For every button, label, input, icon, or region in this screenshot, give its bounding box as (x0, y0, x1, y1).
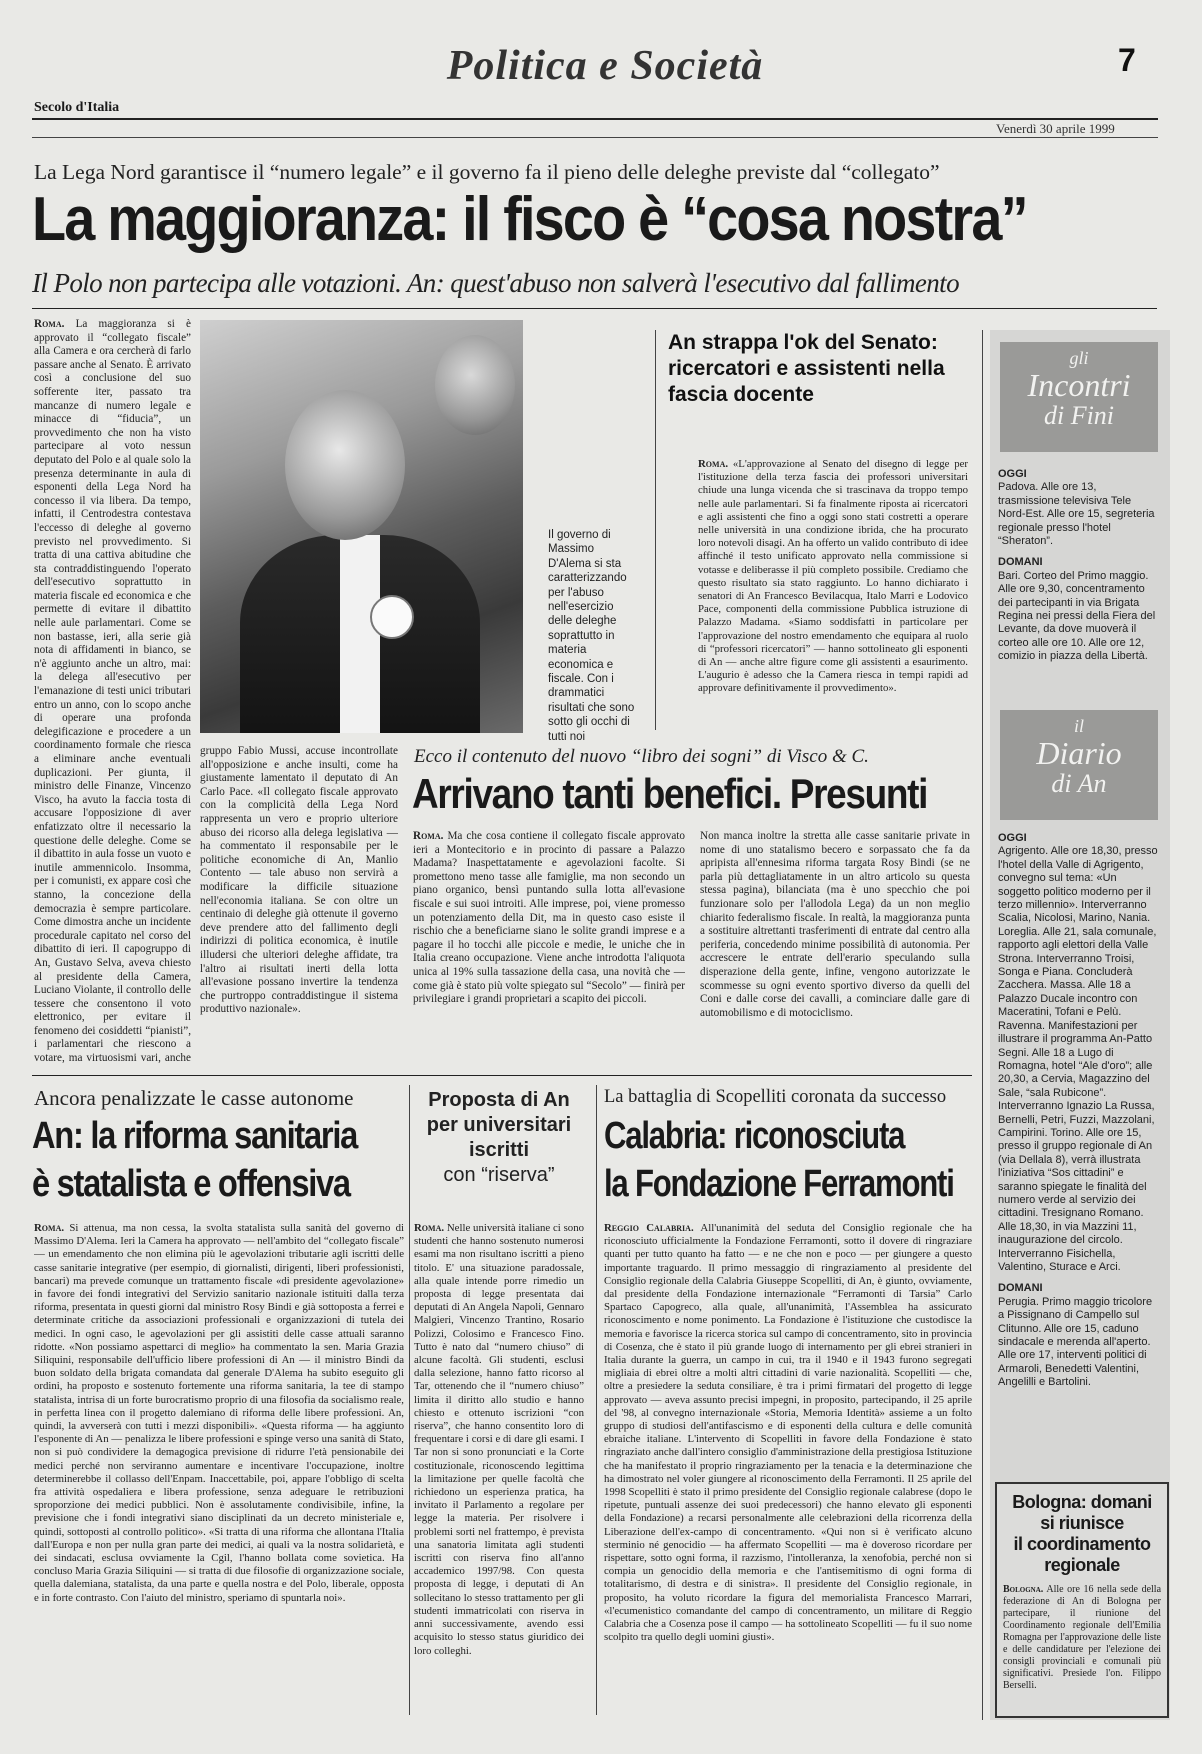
universitari-headline-line2: per universitari (426, 1114, 572, 1136)
sidebar-diario-title-1: il (1073, 716, 1084, 736)
sanita-headline-line1: An: la riforma sanitaria (32, 1115, 357, 1157)
bologna-headline-line2: si riunisce (1040, 1513, 1124, 1533)
senate-dateline: Roma. (698, 458, 729, 470)
sidebar-diario-oggi-label: OGGI (998, 832, 1027, 844)
main-headline (32, 185, 1172, 255)
senate-body (698, 458, 968, 708)
benefici-headline (412, 768, 982, 820)
calabria-kicker: La battaglia di Scopelliti coronata da successo (604, 1087, 947, 1107)
lower-section-rule (32, 1075, 972, 1076)
bologna-headline-line3: il coordinamento (1013, 1534, 1151, 1554)
calabria-headline-line2: la Fondazione Ferramonti (604, 1163, 954, 1205)
main-subhead: Il Polo non partecipa alle votazioni. An: quest'abuso non salverà l'esecutivo dal fallimento (32, 268, 959, 298)
main-col2-text: gruppo Fabio Mussi, accuse incontrollate all'opposizione e anche insulti, come ha giustamente lamentato il deputato di An Carlo Pace. «Il collegato fiscale approvato con la complicità della Lega Nord rappresenta un vero e proprio ulteriore abuso dei ricorso alla delega legislativa — ha commentato il responsabile per le politiche economiche di An, Manlio Contento — tale abuso non servirà a modificare la difficile situazione nell'economia italiana. Se con oltre un centinaio di deleghe già ottenute il governo deve prendere atto del fallimento degli indirizzi di politica economica, è inutile illudersi che ulteriori deleghe affidate, tra l'altro ai risultati inerti della lotta all'evasione possano invertire la tendenza che purtroppo contraddistingue il sistema produttivo nazionale». (200, 745, 398, 1016)
sidebar-diario-domani-label: DOMANI (998, 1282, 1043, 1295)
calabria-left-rule (596, 1085, 597, 1715)
photo-badge (370, 595, 414, 639)
photo-dalema (200, 320, 523, 733)
benefici-col2 (700, 830, 970, 1063)
senate-left-rule (655, 330, 656, 730)
universitari-text: Nelle università italiane ci sono studenti che hanno sostenuto numerosi esami ma non risultano iscritti a pieno titolo. E' una situazione paradossale, alla quale intende porre rimedio un proposta di legge presentata dai deputati di An Angela Napoli, Gennaro Malgieri, Vincenzo Trantino, Rosario Polizzi, Colosimo e Francesco Fino. Tutto è nato dal “numero chiuso” di alcune facoltà. Gli studenti, esclusi dalla selezione, hanno fatto ricorso al Tar, ottenendo che il “numero chiuso” limita il diritto allo studio e hanno chiesto e ottenuto iscrizioni “con riserva”, che hanno consentito loro di frequentare i corsi e di dare gli esami. I Tar non si sono pronunciati e la Corte costituzionale, riconoscendo legittima la limitazione per quelle facoltà che richiedono un esperienza pratica, ha invitato il Parlamento a regolare per legge la materia. Per risolvere i problemi sorti nel frattempo, è prevista una sanatoria limitata agli studenti iscritti con riserva fino all'anno accademico 1997/98. Con questa proposta di legge, i deputati di An sollecitano lo stesso trattamento per gli studenti immatricolati con riserva in anni successivamente, avendo essi acquisito lo stesso status giuridico dei loro colleghi. (414, 1222, 584, 1657)
main-story-col2 (200, 745, 398, 1063)
sanita-dateline: Roma. (34, 1222, 65, 1234)
sidebar-fini-body (998, 468, 1160, 688)
photo-caption: Il governo di Massimo D'Alema si sta caratterizzando per l'abuso nell'esercizio delle deleghe soprattutto in materia economica e fiscale. Con i drammatici risultati che sono sotto gli occhi di tutti noi (548, 529, 635, 743)
benefici-col2-text: Non manca inoltre la stretta alle casse sanitarie private in nome di uno statalismo becero e sorpassato che fa da apripista all'ennesima riforma targata Rosy Bindi (se ne parla più dettagliatamente in un altro articolo su questa stessa pagina), bilanciata (ma è uno specchio che poi funzionare solo per l'allodola Lega) da un non meglio chiarito federalismo fiscale. In realtà, la maggioranza punta a sostituire altrettanti trasferimenti di entrate dal centro alla periferia, concedendo minime possibilità di autonomia. Per accrescere le entrate dell'erario speculando sulla disperazione della gente, infine, vengono autorizzate le scommesse su ogni evento sportivo diverso da quelli del Coni e dalle corse dei cavalli, a cominciare dalle gare di automobilismo e di motociclismo. (700, 830, 970, 1019)
benefici-kicker: Ecco il contenuto del nuovo “libro dei sogni” di Visco & C. (414, 746, 869, 767)
sidebar-fini-title-3: di Fini (1043, 401, 1115, 430)
sanita-body (34, 1222, 404, 1722)
main-dateline: Roma. (34, 318, 65, 330)
senate-text: «L'approvazione al Senato del disegno di legge per l'istituzione della terza fascia dei professori universitari chiude una lunga vicenda che si trascinava da troppo tempo nelle aule parlamentari. Si fa finalmente riposta ai ricercatori e agli assistenti che fino a oggi sono stati costretti a operare nelle università in una condizione ibrida, che ha procurato loro notevoli disagi. An ha offerto un valido contributo di idee affinché il testo unificato approvato nella commissione si votasse e deliberasse il più completo possibile. Crediamo che questo risultato sia stato raggiunto. Lo hanno dichiarato i senatori di An Francesco Bevilacqua, Italo Marri e Lodovico Pace, componenti della commissione Pubblica istruzione di Palazzo Madama. «Siamo soddisfatti in particolare per l'approvazione del nostro emendamento che equipara al ruolo di “professori ricercatori” — hanno sottolineato gli esponenti di An — anche altre figure come gli assistenti a esaurimento. L'augurio è adesso che la Camera riesca in tempi rapidi ad approvare definitivamente il provvedimento». (698, 458, 968, 695)
section-title: Politica e Società (446, 43, 764, 89)
benefici-col1-text: Ma che cosa contiene il collegato fiscale approvato ieri a Montecitorio e in procinto di passare a Palazzo Madama? Inaspettatamente e agevolazioni facolte. Si promettono meno tasse alle famiglie, ma non secondo un piano organico, bensì puntando sulla lotta all'evasione fiscale e sui suoi introiti. Alle imprese, poi, viene promesso un potenziamento della Dit, ma in questo caso esiste il rischio che a beneficiarne siano le solite grandi imprese e a pagare il ho tocchi alle piccole e medie, le uniche che in Italia creano occupazione. Viene anche introdotta l'aliquota unica al 19% sulla tassazione della casa, una novità che — come già è stato più volte spiegato sul “Secolo” — finirà per privilegiare i grandi proprietari a scapito dei piccoli. (413, 830, 685, 1006)
main-headline-text: La maggioranza: il fisco è “cosa nostra” (32, 185, 1027, 254)
photo-figure-face-right (435, 335, 515, 435)
bologna-text: Alle ore 16 nella sede della federazione di An di Bologna per partecipare, il riunione del Coordinamento regionale dell'Emilia Romagna per l'approvazione delle liste e delle candidature per l'elezione dei consigli provinciali e comunali più significativi. Presiede l'on. Filippo Berselli. (1003, 1584, 1161, 1691)
bologna-box (995, 1482, 1169, 1718)
sidebar-fini-title-1: gli (1069, 348, 1089, 368)
sidebar-fini-header (1000, 342, 1158, 452)
universitari-left-rule (409, 1085, 410, 1715)
bologna-dateline: Bologna. (1003, 1584, 1044, 1595)
universitari-headline-line3: iscritti (468, 1139, 530, 1161)
main-col1-text: La maggioranza si è approvato il “collegato fiscale” alla Camera e ora cercherà di farlo passare anche al Senato. È arrivato così a conclusione del suo sofferente iter, passato tra mancanze di numero legale e minacce di “fiducia”, un provvedimento che non ha visto partecipare al voto nessun deputato del Polo e al quale solo la presenza determinante in aula di esponenti della Lega Nord ha concesso il via libera. Da tempo, infatti, il Centrodestra contestava l'eccesso di deleghe al governo previsto nel provvedimento. Si tratta di una cattiva abitudine che sta contraddistinguendo l'operato dell'esecutivo soprattutto in materia fiscale ed economica e che permette di evitare il dibattito nelle aule parlamentari. Come se non bastasse, ieri, alla serie già nota di affidamenti in bianco, se n'è aggiunto anche un altro, mai: la delega all'esecutivo per l'emanazione di testi unici tributari entro un anno, con lo scopo anche di operare una profonda delegificazione e procedere a un coordinamento formale che riesca a eliminare anche eventuali duplicazioni. Per giunta, il ministro delle Finanze, Vincenzo Visco, ha avuto la faccia tosta di accusare l'opposizione di aver enfatizzato oltre il necessario la questione delle deleghe. Come se il dibattito in aula fosse un vuoto e inutile ammennicolo. Insomma, per i comunisti, ex appare così che stanno, la concezione della democrazia è sempre particolare. Come dimostra anche un incidente procedurale capitato nel corso del dibattito di ieri. Il capogruppo di An, Gustavo Selva, aveva chiesto al presidente della Camera, Luciano Violante, il controllo delle tessere che consentono il voto elettronico, per evitare il fenomeno dei cosiddetti “pianisti”, i parlamentari che riescono a votare, ma virtuosismi vari, anche (34, 318, 191, 1063)
calabria-headline (604, 1112, 979, 1212)
universitari-body (414, 1222, 584, 1722)
sidebar-diario-title-2: Diario (1036, 735, 1122, 771)
sidebar-diario-header (1000, 710, 1158, 820)
main-rule (32, 308, 1157, 309)
sanita-headline (32, 1112, 412, 1212)
photo-figure-face (285, 390, 405, 540)
main-kicker: La Lega Nord garantisce il “numero legale” e il governo fa il pieno delle deleghe previste dal “collegato” (34, 160, 940, 184)
calabria-body (604, 1222, 972, 1722)
newspaper-name: Secolo d'Italia (34, 100, 120, 115)
masthead (0, 0, 1202, 140)
sidebar-diario-oggi-text: Agrigento. Alle ore 18,30, presso l'hotel della Valle di Agrigento, convegno sul tema: «Un soggetto politico moderno per il terzo millennio». Interverranno Scalia, Nicolosi, Marino, Nania. Loreglia. Alle 21, sala comunale, rapporto agli elettori della Valle Strona. Interverranno Troisi, Songa e Piana. Concluderà Zacchera. Massa. Alle 18 a Palazzo Ducale incontro con Maceratini, Tofani e Pelù. Ravenna. Manifestazioni per illustrare il programma An-Patto Segni. Alle 18 a Lugo di Romagna, hotel “Ale d'oro”; alle 20,30, a Cervia, Magazzino del Sale, “sala Rubicone”. Interverranno Ignazio La Russa, Bernelli, Petri, Fuzzi, Mazzolani, Campirini. Torino. Alle ore 15, presso il gruppo regionale di An (via Dellala 8), verrà illustrata l'iniziativa “Sos cittadini” e saranno spiegate le finalità del numero verde al servizio dei cittadini. Tresignano Romano. Alle 18,30, in via Mazzini 11, inaugurazione del circolo. Interverranno Fisichella, Valentino, Sturace e Arci. (998, 845, 1158, 1273)
calabria-text: All'unanimità del seduta del Consiglio regionale che ha riconosciuto ufficialmente la Fondazione Ferramonti, sotto il dovere di ringraziare quanti per tutto quanto ha fatto — e ne che non e poco — per giungere a questo importante traguardo. Il primo messaggio di ringraziamento al presidente del Consiglio regionale della Calabria Giuseppe Scopelliti, di An, è giunto, ovviamente, dal presidente della Fondazione internazionale “Ferramonti di Tarsia” Carlo Spartaco Capogreco, alla quale, all'unanimità, l'Assemblea ha assicurato riconoscimento e nome ponimento. La Fondazione è l'istituzione che custodisce la memoria e favorisce la ricerca storica sul campo di concentramento, sito in provincia di Cosenza, che è stato il più grande luogo di internamento per gli ebrei stranieri in Italia durante la guerra, un campo in cui, tra il 1940 e il 1943 furono segregati migliaia di ebrei oltre a molti altri cittadini di varie nazionalità. Scopelliti — che, oltre a presiedere la seduta consiliare, è tra i primi firmatari del progetto di legge approvato — aveva assunto precisi impegni, in proposito, partecipando, il 25 aprile del '98, al convegno internazionale «Storia, Memoria Identità» assieme a un folto gruppo di studiosi dell'antifascismo e di esponenti della cultura e delle comunità ebraiche italiane. L'intervento di Scopelliti in favore della Fondazione è stato ringraziato anche dall'intero consiglio d'amministrazione della prestigiosa Istituzione che ha manifestato il proprio ringraziamento per la tenacia e la determinazione che ha dimostrato nel voler giungere al riconoscimento della Ferramonti. Il 25 aprile del 1998 Scopelliti è stato il primo presidente del Consiglio regionale calabrese (dopo le ripetute, puntuali assenze dei suoi predecessori) che hanno elevato gli esponenti della Fondazione) a recarsi personalmente alle celebrazioni della ricorrenza della Liberazione dell'ex-campo di concentramento. «Qui non si è verificato alcuno sterminio né genocidio — ha affermato Scopelliti — ma è doveroso ricordare per rispettare, sotto ogni forma, il razzismo, l'intolleranza, la xenofobia, perché non si compia un genocidio della memoria e che l'antisemitismo di ogni forma di totalitarismo, di destra e di sinistra». Il presidente del Consiglio regionale, in proposito, ha voluto ricordare la figura del memorialista Francesco Marrari, «l'ecumenistico comandante del campo di concentramento, un militare di Reggio Calabria che a Cosenza pose il campo — ha sottolineato Scopelliti — fu il suo nome scolpito tra quello degli uomini giusti». (604, 1222, 972, 1644)
sidebar-fini-domani-label: DOMANI (998, 556, 1043, 569)
main-story-col1 (34, 318, 191, 1063)
sidebar-fini-oggi-text: Padova. Alle ore 13, trasmissione televisiva Tele Nord-Est. Alle ore 15, segreteria regionale presso l'hotel “Sheraton”. (998, 481, 1155, 548)
sidebar-diario-title-3: di An (1051, 769, 1107, 798)
universitari-headline-line4: con “riserva” (443, 1164, 555, 1186)
sidebar-fini-oggi-label: OGGI (998, 468, 1027, 480)
universitari-headline (414, 1088, 584, 1188)
sanita-headline-line2: è statalista e offensiva (32, 1163, 350, 1205)
sidebar-diario-body (998, 832, 1160, 1472)
benefici-headline-text: Arrivano tanti benefici. Presunti (412, 770, 928, 817)
page-number: 7 (1118, 42, 1136, 78)
bologna-headline (997, 1492, 1167, 1576)
bologna-body (1003, 1584, 1161, 1694)
bologna-headline-line1: Bologna: domani (1012, 1492, 1152, 1512)
benefici-dateline: Roma. (413, 830, 444, 842)
benefici-col1 (413, 830, 685, 1063)
bologna-headline-line4: regionale (1044, 1555, 1120, 1575)
sidebar-left-rule (982, 330, 983, 1720)
photo-figure-shirt (340, 535, 380, 733)
sidebar-fini-domani-text: Bari. Corteo del Primo maggio. Alle ore 9,30, concentramento dei partecipanti in via Brigata Regina nei pressi della Fiera del Levante, da dove muoverà il corteo alle ore 10. Alle ore 12, comizio in piazza della Libertà. (998, 569, 1156, 663)
masthead-rule-top (32, 118, 1158, 120)
issue-date: Venerdì 30 aprile 1999 (996, 121, 1115, 136)
calabria-dateline: Reggio Calabria. (604, 1222, 694, 1234)
sidebar-fini-title-2: Incontri (1027, 367, 1131, 403)
calabria-headline-line1: Calabria: riconosciuta (604, 1115, 905, 1157)
senate-headline: An strappa l'ok del Senato: ricercatori e assistenti nella fascia docente (668, 331, 945, 406)
sidebar-diario-domani-text: Perugia. Primo maggio tricolore a Pissignano di Campello sul Clitunno. Alle ore 15, caduno sindacale e merenda all'aperto. Alle ore 17, interventi politici di Armaroli, Benedetti Valentini, Angelilli e Bartolini. (998, 1295, 1153, 1389)
sanita-text: Si attenua, ma non cessa, la svolta statalista sulla sanità del governo di Massimo D'Alema. Ieri la Camera ha approvato — nell'ambito del “collegato fiscale” — un emendamento che non elimina più le agevolazioni tributarie agli iscritti delle casse sanitarie integrative (per esempio, di giornalisti, dirigenti, liberi professionisti, bancari) ma prevede comunque un trattamento fiscale «di presidente agevolazione» in favore dei fondi integrativi del Servizio sanitario nazionale istituiti dalla terza riforma, presentata in questi giorni dal ministro Rosy Bindi e già sottoposta a ferrei e determinate critiche da associazioni professionali e organizzazioni di tutela dei medici. In ogni caso, le agevolazioni per gli assistiti delle casse attuali saranno ridotte. «Non possiamo aspettarci di meglio» ha commentato la sen. Maria Grazia Siliquini, responsabile dell'ufficio libere professioni di An — il ministro Bindi da buon soldato della brigata comandata dal generale D'Alema ha subito eseguito gli ordini, ha proposto e sostenuto fortemente una riforma sanitaria, la tee di stampo statalista, intrisa di un forte burocratismo proprio di una filosofia da socialismo reale, in perfetta linea con il progetto dalemiano di riforma delle libere professioni. An, quindi, la avverserà con tutti i mezzi disponibili». «Questa riforma — ha aggiunto l'esponente di An — penalizza le libere professioni e spinge verso una sanità di Stato, non si può condividere la demagogica previsione di ridurre l'età pensionabile dei medici perché non serviranno aumentare e incentivare l'occupazione, inoltre determinerebbe il collasso dell'Enpam. Inaccettabile, poi, appare l'obbligo di scelta fra attività ospedaliera e libera professione, senza adeguare le retribuzioni sproporzione dei medici pubblici. Non è assolutamente condivisibile, infine, la previsione che i fondi integrativi siano disciplinati da un decreto ministeriale e, quindi, sottoposti al controllo politico». «Si tratta di una riforma che allontana l'Italia dall'Europa e non per nulla gran parte dei medici, ai quali va la nostra solidarietà, e dei sindacati, esclusa ovviamente la Cgil, l'hanno bollata come sovietica. Ha concluso Maria Grazia Siliquini — si tratta di due filosofie di organizzazione sociale, quella dalemiana, statalista, da una parte e quella nostra e del Polo, liberale, opposta e in forte contrasto. Con l'aiuto del ministro, speriamo di spuntarla noi». (34, 1222, 404, 1604)
masthead-rule-bottom (32, 137, 1158, 138)
universitari-headline-line1: Proposta di An (428, 1089, 570, 1111)
universitari-dateline: Roma. (414, 1222, 445, 1234)
sanita-kicker: Ancora penalizzate le casse autonome (34, 1086, 354, 1110)
